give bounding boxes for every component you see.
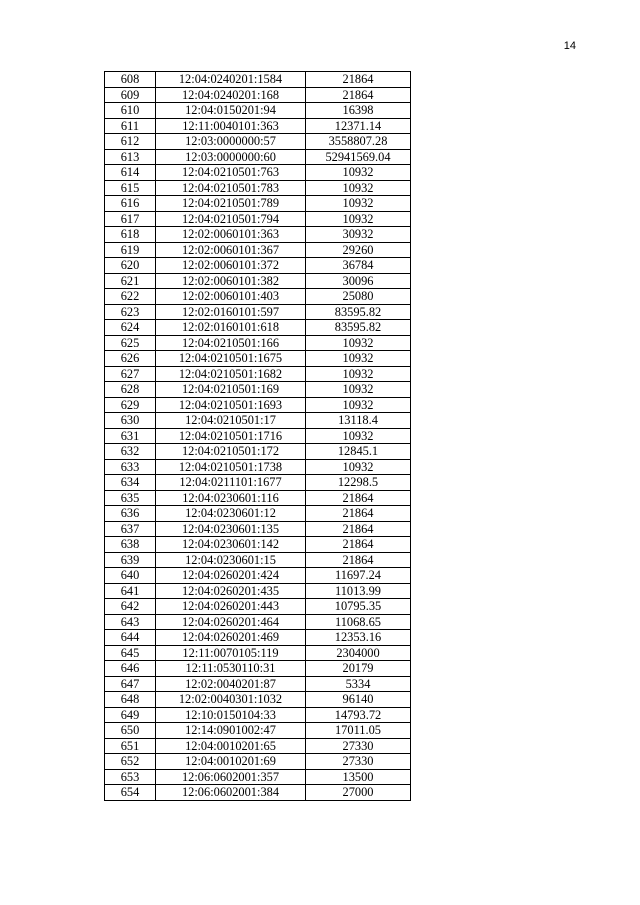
row-number-cell: 654	[105, 785, 156, 801]
value-cell: 21864	[306, 552, 411, 568]
table-row	[105, 785, 411, 801]
value-cell: 12845.1	[306, 444, 411, 460]
value-cell: 10795.35	[306, 599, 411, 615]
value-cell: 10932	[306, 335, 411, 351]
table-row	[105, 583, 411, 599]
cadastral-number-cell: 12:04:0260201:469	[156, 630, 306, 646]
row-number-cell: 645	[105, 645, 156, 661]
row-number-cell: 636	[105, 506, 156, 522]
row-number-cell: 616	[105, 196, 156, 212]
table-row	[105, 769, 411, 785]
row-number-cell: 629	[105, 397, 156, 413]
row-number-cell: 640	[105, 568, 156, 584]
value-cell: 96140	[306, 692, 411, 708]
value-cell: 13500	[306, 769, 411, 785]
row-number-cell: 618	[105, 227, 156, 243]
table-row	[105, 661, 411, 677]
row-number-cell: 642	[105, 599, 156, 615]
value-cell: 21864	[306, 87, 411, 103]
table-row	[105, 676, 411, 692]
cadastral-number-cell: 12:02:0060101:382	[156, 273, 306, 289]
table-row	[105, 754, 411, 770]
table-row	[105, 134, 411, 150]
value-cell: 10932	[306, 428, 411, 444]
table-row	[105, 413, 411, 429]
cadastral-number-cell: 12:04:0211101:1677	[156, 475, 306, 491]
value-cell: 12371.14	[306, 118, 411, 134]
cadastral-number-cell: 12:02:0160101:618	[156, 320, 306, 336]
row-number-cell: 651	[105, 738, 156, 754]
row-number-cell: 633	[105, 459, 156, 475]
value-cell: 21864	[306, 506, 411, 522]
value-cell: 30096	[306, 273, 411, 289]
table-row	[105, 227, 411, 243]
row-number-cell: 624	[105, 320, 156, 336]
cadastral-number-cell: 12:03:0000000:60	[156, 149, 306, 165]
cadastral-number-cell: 12:04:0210501:789	[156, 196, 306, 212]
row-number-cell: 623	[105, 304, 156, 320]
cadastral-number-cell: 12:02:0060101:367	[156, 242, 306, 258]
value-cell: 10932	[306, 397, 411, 413]
value-cell: 10932	[306, 459, 411, 475]
value-cell: 16398	[306, 103, 411, 119]
cadastral-number-cell: 12:02:0060101:403	[156, 289, 306, 305]
cadastral-number-cell: 12:04:0230601:15	[156, 552, 306, 568]
table-row	[105, 692, 411, 708]
table-row	[105, 242, 411, 258]
cadastral-number-cell: 12:04:0210501:1675	[156, 351, 306, 367]
value-cell: 10932	[306, 180, 411, 196]
table-row	[105, 506, 411, 522]
value-cell: 20179	[306, 661, 411, 677]
table-row	[105, 72, 411, 88]
table-row	[105, 444, 411, 460]
cadastral-number-cell: 12:04:0210501:172	[156, 444, 306, 460]
table-row	[105, 382, 411, 398]
cadastral-number-cell: 12:04:0260201:443	[156, 599, 306, 615]
cadastral-number-cell: 12:03:0000000:57	[156, 134, 306, 150]
value-cell: 21864	[306, 72, 411, 88]
row-number-cell: 632	[105, 444, 156, 460]
table-row	[105, 351, 411, 367]
row-number-cell: 649	[105, 707, 156, 723]
cadastral-number-cell: 12:04:0010201:65	[156, 738, 306, 754]
cadastral-number-cell: 12:14:0901002:47	[156, 723, 306, 739]
cadastral-number-cell: 12:04:0210501:794	[156, 211, 306, 227]
table-row	[105, 87, 411, 103]
table-row	[105, 258, 411, 274]
cadastral-number-cell: 12:11:0040101:363	[156, 118, 306, 134]
table-row	[105, 211, 411, 227]
cadastral-number-cell: 12:06:0602001:384	[156, 785, 306, 801]
row-number-cell: 617	[105, 211, 156, 227]
value-cell: 52941569.04	[306, 149, 411, 165]
value-cell: 2304000	[306, 645, 411, 661]
value-cell: 10932	[306, 366, 411, 382]
cadastral-number-cell: 12:04:0210501:783	[156, 180, 306, 196]
cadastral-number-cell: 12:06:0602001:357	[156, 769, 306, 785]
value-cell: 5334	[306, 676, 411, 692]
cadastral-number-cell: 12:04:0260201:435	[156, 583, 306, 599]
cadastral-number-cell: 12:11:0070105:119	[156, 645, 306, 661]
value-cell: 11697.24	[306, 568, 411, 584]
table-row	[105, 428, 411, 444]
table-row	[105, 645, 411, 661]
row-number-cell: 610	[105, 103, 156, 119]
table-row	[105, 335, 411, 351]
value-cell: 27000	[306, 785, 411, 801]
cadastral-number-cell: 12:02:0040301:1032	[156, 692, 306, 708]
value-cell: 83595.82	[306, 320, 411, 336]
table-row	[105, 397, 411, 413]
cadastral-number-cell: 12:11:0530110:31	[156, 661, 306, 677]
row-number-cell: 619	[105, 242, 156, 258]
cadastral-number-cell: 12:04:0210501:763	[156, 165, 306, 181]
table-row	[105, 707, 411, 723]
table-row	[105, 630, 411, 646]
value-cell: 27330	[306, 754, 411, 770]
table-row	[105, 738, 411, 754]
value-cell: 10932	[306, 211, 411, 227]
value-cell: 14793.72	[306, 707, 411, 723]
row-number-cell: 638	[105, 537, 156, 553]
table-row	[105, 149, 411, 165]
row-number-cell: 627	[105, 366, 156, 382]
value-cell: 10932	[306, 351, 411, 367]
row-number-cell: 653	[105, 769, 156, 785]
value-cell: 17011.05	[306, 723, 411, 739]
cadastral-number-cell: 12:04:0210501:1682	[156, 366, 306, 382]
value-cell: 21864	[306, 521, 411, 537]
row-number-cell: 609	[105, 87, 156, 103]
row-number-cell: 628	[105, 382, 156, 398]
value-cell: 27330	[306, 738, 411, 754]
cadastral-number-cell: 12:04:0210501:169	[156, 382, 306, 398]
table-row	[105, 568, 411, 584]
row-number-cell: 650	[105, 723, 156, 739]
cadastral-number-cell: 12:04:0210501:1716	[156, 428, 306, 444]
cadastral-number-cell: 12:04:0230601:142	[156, 537, 306, 553]
value-cell: 36784	[306, 258, 411, 274]
row-number-cell: 626	[105, 351, 156, 367]
row-number-cell: 639	[105, 552, 156, 568]
table-row	[105, 289, 411, 305]
table-row	[105, 599, 411, 615]
row-number-cell: 621	[105, 273, 156, 289]
value-cell: 21864	[306, 490, 411, 506]
table-row	[105, 614, 411, 630]
row-number-cell: 634	[105, 475, 156, 491]
cadastral-number-cell: 12:04:0210501:166	[156, 335, 306, 351]
row-number-cell: 637	[105, 521, 156, 537]
table-row	[105, 459, 411, 475]
cadastral-number-cell: 12:04:0240201:1584	[156, 72, 306, 88]
value-cell: 25080	[306, 289, 411, 305]
table-row	[105, 273, 411, 289]
cadastral-number-cell: 12:04:0210501:1738	[156, 459, 306, 475]
row-number-cell: 612	[105, 134, 156, 150]
cadastral-number-cell: 12:04:0210501:1693	[156, 397, 306, 413]
value-cell: 10932	[306, 196, 411, 212]
value-cell: 3558807.28	[306, 134, 411, 150]
row-number-cell: 644	[105, 630, 156, 646]
row-number-cell: 615	[105, 180, 156, 196]
cadastral-number-cell: 12:04:0210501:17	[156, 413, 306, 429]
table-row	[105, 103, 411, 119]
value-cell: 10932	[306, 165, 411, 181]
cadastral-number-cell: 12:04:0260201:424	[156, 568, 306, 584]
table-row	[105, 521, 411, 537]
table-row	[105, 537, 411, 553]
table-body	[105, 72, 411, 801]
table-row	[105, 304, 411, 320]
value-cell: 29260	[306, 242, 411, 258]
row-number-cell: 641	[105, 583, 156, 599]
row-number-cell: 630	[105, 413, 156, 429]
table-row	[105, 723, 411, 739]
cadastral-number-cell: 12:04:0230601:135	[156, 521, 306, 537]
cadastral-number-cell: 12:02:0060101:372	[156, 258, 306, 274]
cadastral-number-cell: 12:04:0150201:94	[156, 103, 306, 119]
table-row	[105, 196, 411, 212]
cadastral-number-cell: 12:04:0240201:168	[156, 87, 306, 103]
cadastral-number-cell: 12:02:0160101:597	[156, 304, 306, 320]
row-number-cell: 652	[105, 754, 156, 770]
value-cell: 12298.5	[306, 475, 411, 491]
table-row	[105, 366, 411, 382]
value-cell: 11013.99	[306, 583, 411, 599]
row-number-cell: 646	[105, 661, 156, 677]
row-number-cell: 635	[105, 490, 156, 506]
row-number-cell: 611	[105, 118, 156, 134]
value-cell: 21864	[306, 537, 411, 553]
cadastral-value-table	[104, 71, 411, 801]
value-cell: 11068.65	[306, 614, 411, 630]
table-row	[105, 165, 411, 181]
table-row	[105, 118, 411, 134]
table-row	[105, 490, 411, 506]
row-number-cell: 643	[105, 614, 156, 630]
value-cell: 83595.82	[306, 304, 411, 320]
cadastral-number-cell: 12:04:0260201:464	[156, 614, 306, 630]
row-number-cell: 625	[105, 335, 156, 351]
cadastral-number-cell: 12:04:0010201:69	[156, 754, 306, 770]
table-row	[105, 180, 411, 196]
cadastral-number-cell: 12:04:0230601:116	[156, 490, 306, 506]
row-number-cell: 620	[105, 258, 156, 274]
value-cell: 13118.4	[306, 413, 411, 429]
row-number-cell: 614	[105, 165, 156, 181]
row-number-cell: 648	[105, 692, 156, 708]
value-cell: 12353.16	[306, 630, 411, 646]
page-number: 14	[563, 40, 576, 52]
value-cell: 10932	[306, 382, 411, 398]
value-cell: 30932	[306, 227, 411, 243]
row-number-cell: 613	[105, 149, 156, 165]
row-number-cell: 622	[105, 289, 156, 305]
table-row	[105, 475, 411, 491]
table-row	[105, 320, 411, 336]
table-row	[105, 552, 411, 568]
row-number-cell: 631	[105, 428, 156, 444]
row-number-cell: 647	[105, 676, 156, 692]
row-number-cell: 608	[105, 72, 156, 88]
cadastral-number-cell: 12:02:0040201:87	[156, 676, 306, 692]
cadastral-number-cell: 12:02:0060101:363	[156, 227, 306, 243]
cadastral-number-cell: 12:10:0150104:33	[156, 707, 306, 723]
cadastral-number-cell: 12:04:0230601:12	[156, 506, 306, 522]
